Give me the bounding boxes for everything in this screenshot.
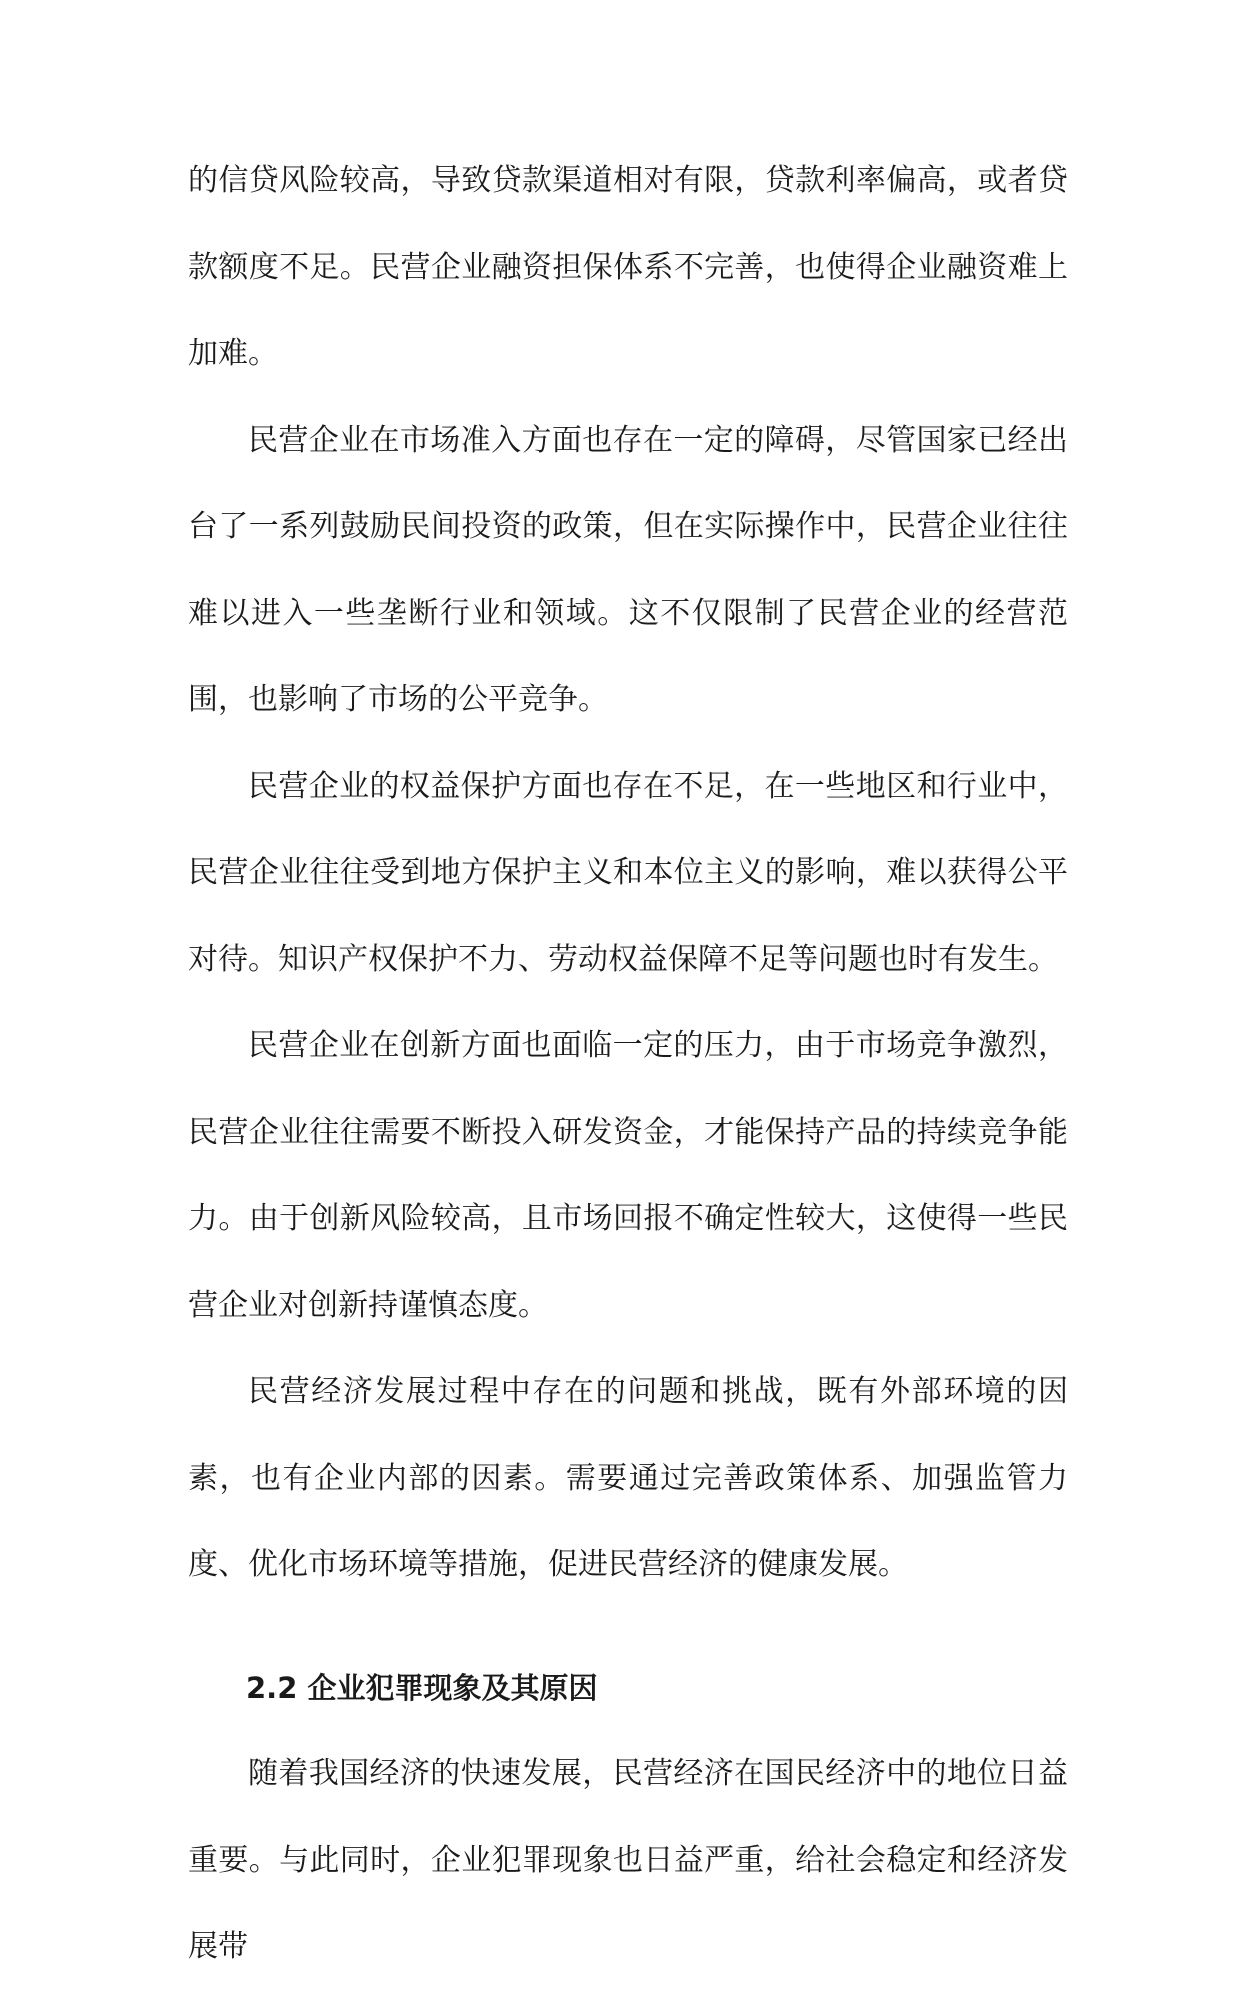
paragraph-financing-continued: 的信贷风险较高，导致贷款渠道相对有限，贷款利率偏高，或者贷款额度不足。民营企业融资担保体系不完善，也使得企业融资难上加难。 xyxy=(188,163,1068,371)
section-heading: 2.2 企业犯罪现象及其原因 xyxy=(246,1670,598,1705)
paragraph-summary: 民营经济发展过程中存在的问题和挑战，既有外部环境的因素，也有企业内部的因素。需要通过完善政策体系、加强监管力度、优化市场环境等措施，促进民营经济的健康发展。 xyxy=(188,1374,1068,1582)
paragraph-innovation-pressure: 民营企业在创新方面也面临一定的压力，由于市场竞争激烈，民营企业往往需要不断投入研发资金，才能保持产品的持续竞争能力。由于创新风险较高，且市场回报不确定性较大，这使得一些民营企业对创新持谨慎态度。 xyxy=(188,1028,1068,1323)
paragraph-market-access: 民营企业在市场准入方面也存在一定的障碍，尽管国家已经出台了一系列鼓励民间投资的政策，但在实际操作中，民营企业往往难以进入一些垄断行业和领域。这不仅限制了民营企业的经营范围，也影响了市场的公平竞争。 xyxy=(188,422,1068,717)
paragraph-rights-protection: 民营企业的权益保护方面也存在不足，在一些地区和行业中，民营企业往往受到地方保护主义和本位主义的影响，难以获得公平对待。知识产权保护不力、劳动权益保障不足等问题也时有发生。 xyxy=(188,768,1068,977)
paragraph-section-intro: 随着我国经济的快速发展，民营经济在国民经济中的地位日益重要。与此同时，企业犯罪现象也日益严重，给社会稳定和经济发展带 xyxy=(188,1756,1068,1964)
body-text xyxy=(188,138,1068,1991)
